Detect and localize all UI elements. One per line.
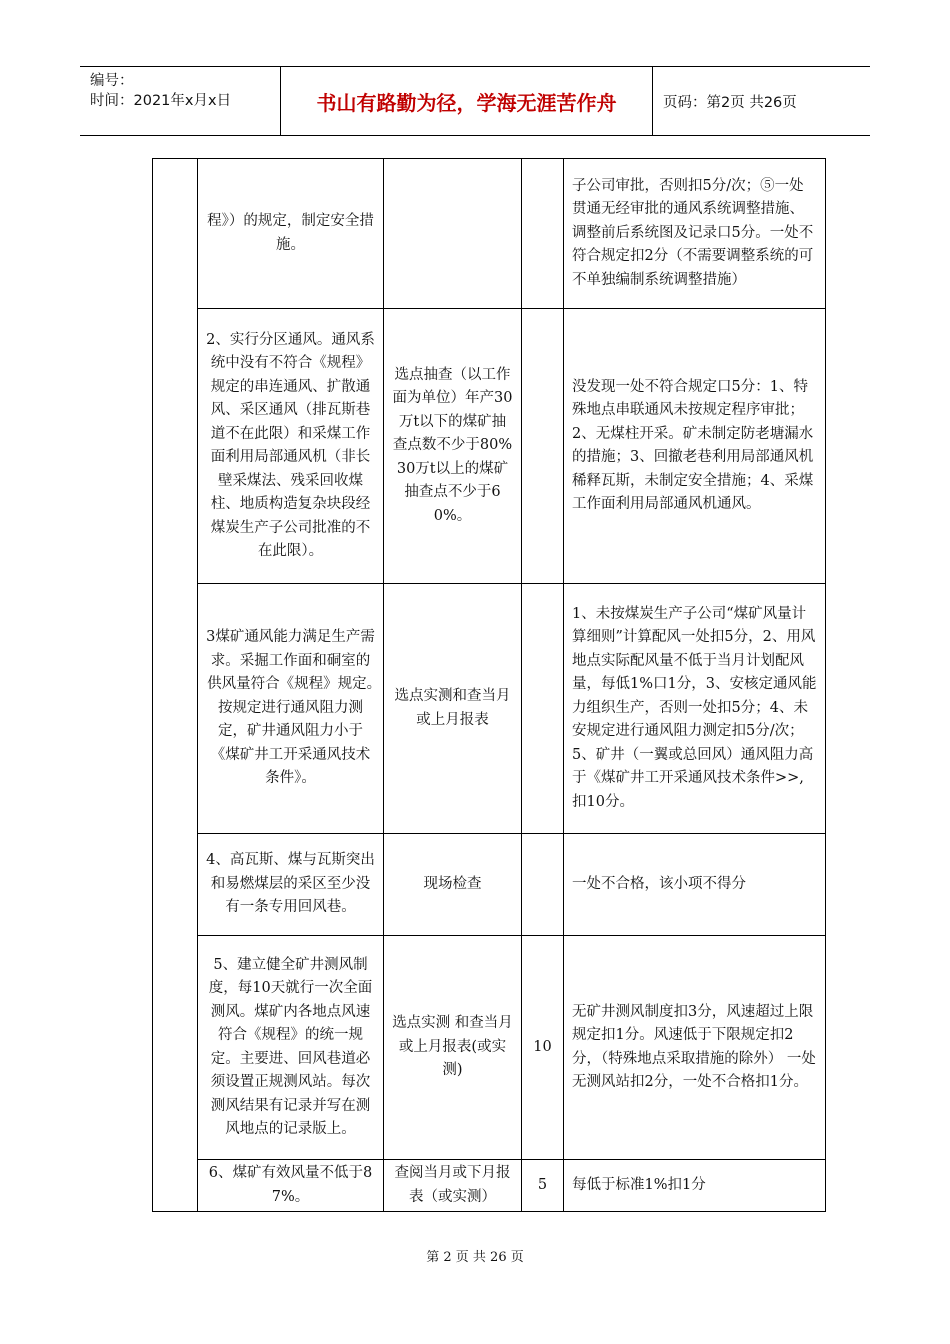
table-row xyxy=(153,309,826,584)
score-cell xyxy=(522,309,564,584)
table-row xyxy=(153,584,826,834)
table-row xyxy=(153,159,826,309)
table-row xyxy=(153,936,826,1160)
method-cell: 查阅当月或下月报表（或实测） xyxy=(384,1160,522,1212)
assessment-table xyxy=(152,158,826,1212)
criteria-cell: 无矿井测风制度扣3分，风速超过上限规定扣1分。风速低于下限规定扣2分，（特殊地点采取措施的除外） 一处无测风站扣2分，一处不合格扣1分。 xyxy=(564,936,826,1160)
number-label: 编号： xyxy=(90,73,134,89)
criteria-cell: 一处不合格，该小项不得分 xyxy=(564,834,826,936)
score-cell xyxy=(522,159,564,309)
time-text: 时间：2021年x月x日 xyxy=(90,93,232,109)
page-footer: 第 2 页 共 26 页 xyxy=(426,1250,524,1265)
criteria-cell: 1、未按煤炭生产子公司“煤矿风量计算细则”计算配风一处扣5分，2、用风地点实际配风量不低于当月计划配风量，每低1%口1分，3、安核定通风能力组织生产，否则一处扣5分；4、未安规定进行通风阻力测定扣5分/次；5、矿井（一翼或总回风）通风阻力高于《煤矿井工开采通风技术条件>>,扣10分。 xyxy=(564,584,826,834)
score-cell: 10 xyxy=(522,936,564,1160)
standard-cell: 2、实行分区通风。通风系统中没有不符合《规程》规定的串连通风、扩散通风、采区通风（排瓦斯巷道不在此限）和采煤工作面利用局部通风机（非长壁采煤法、残采回收煤柱、地质构造复杂块段经煤炭生产子公司批准的不在此限）。 xyxy=(198,309,384,584)
score-cell: 5 xyxy=(522,1160,564,1212)
method-cell xyxy=(384,159,522,309)
table-row xyxy=(153,1160,826,1212)
standard-cell: 5、建立健全矿井测风制度，每10天就行一次全面测风。煤矿内各地点风速符合《规程》的统一规定。主要进、回风巷道必须设置正规测风站。每次测风结果有记录并写在测风地点的记录版上。 xyxy=(198,936,384,1160)
header-meta xyxy=(80,67,281,135)
method-cell: 选点抽查（以工作面为单位）年产30万t以下的煤矿抽查点数不少于80%30万t以上的煤矿抽查点不少于60%。 xyxy=(384,309,522,584)
table-row xyxy=(153,834,826,936)
criteria-cell: 子公司审批，否则扣5分/次；⑤一处贯通无经审批的通风系统调整措施、调整前后系统图及记录口5分。一处不符合规定扣2分（不需要调整系统的可不单独编制系统调整措施） xyxy=(564,159,826,309)
header-page-info: 页码：第2页 共26页 xyxy=(663,94,797,111)
page-header xyxy=(80,66,870,136)
score-cell xyxy=(522,834,564,936)
criteria-cell: 每低于标准1%扣1分 xyxy=(564,1160,826,1212)
method-cell: 选点实测和查当月或上月报表 xyxy=(384,584,522,834)
standard-cell: 3煤矿通风能力满足生产需求。采掘工作面和硐室的供风量符合《规程》规定。 按规定进行通风阻力测定，矿井通风阻力小于《煤矿井工开采通风技术条件》。 xyxy=(198,584,384,834)
standard-cell: 4、高瓦斯、煤与瓦斯突出和易燃煤层的采区至少没有一条专用回风巷。 xyxy=(198,834,384,936)
standard-cell: 6、煤矿有效风量不低于87%。 xyxy=(198,1160,384,1212)
method-cell: 选点实测 和查当月或上月报表(或实测) xyxy=(384,936,522,1160)
method-cell: 现场检查 xyxy=(384,834,522,936)
score-cell xyxy=(522,584,564,834)
header-motto: 书山有路勤为径，学海无涯苦作舟 xyxy=(281,67,653,135)
category-cell xyxy=(153,159,198,1212)
standard-cell: 程》）的规定，制定安全措施。 xyxy=(198,159,384,309)
criteria-cell: 没发现一处不符合规定口5分：1、特殊地点串联通风未按规定程序审批；2、无煤柱开采。矿未制定防老塘漏水的措施；3、回撤老巷利用局部通风机稀释瓦斯，未制定安全措施；4、采煤工作面利用局部通风机通风。 xyxy=(564,309,826,584)
